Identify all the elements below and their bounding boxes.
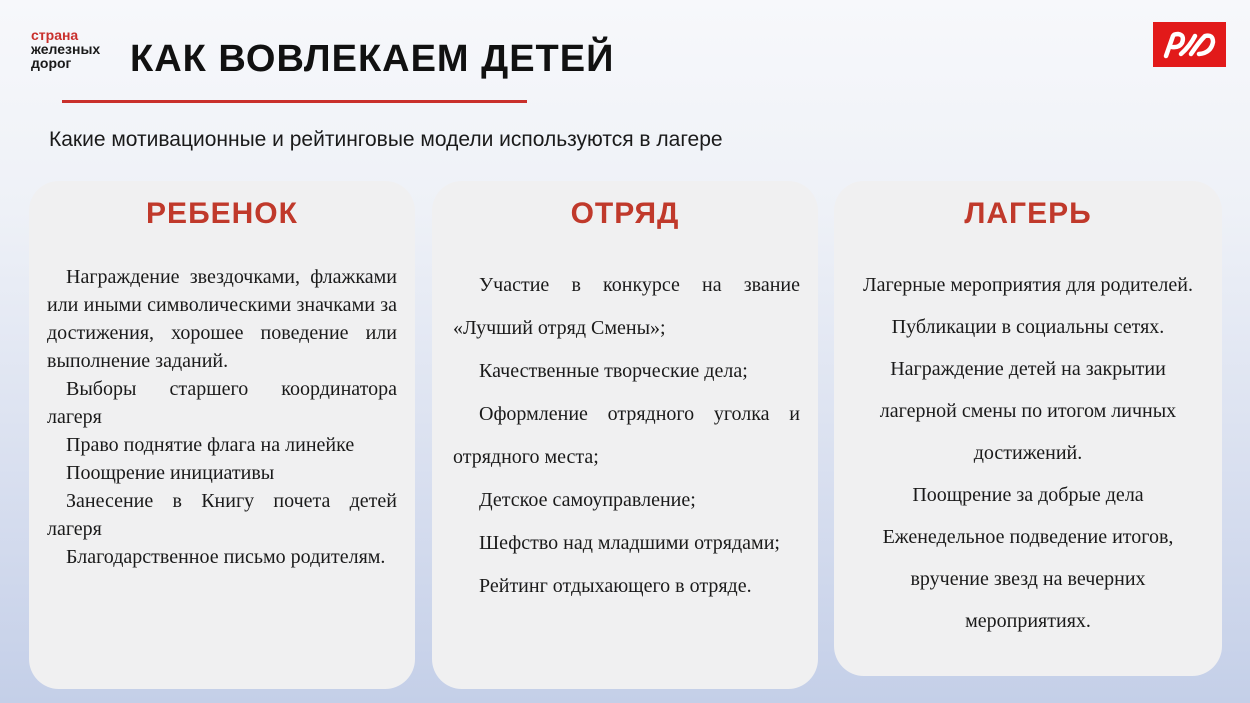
list-item: Поощрение инициативы	[66, 462, 275, 484]
list-item: Еженедельное подведение итогов, вручение звезд на вечерних мероприятиях.	[882, 526, 1174, 632]
list-item: Занесение в Книгу почета детей лагеря	[47, 490, 397, 540]
list-item: Публикации в социальны сетях.	[891, 316, 1165, 338]
list-item: Поощрение за добрые дела	[912, 484, 1144, 506]
list-item: Лагерные мероприятия для родителей.	[863, 274, 1193, 296]
brand-line-3: дорог	[31, 55, 72, 71]
card-child	[29, 181, 415, 689]
card-squad	[432, 181, 818, 689]
list-item: Оформление отрядного уголка и отрядного места;	[453, 403, 800, 468]
list-item: Награждение звездочками, флажками или иными символическими значками за достижения, хорошее поведение или выполнение заданий.	[47, 266, 397, 372]
list-item: Право поднятие флага на линейке	[66, 434, 355, 456]
list-item: Выборы старшего координатора лагеря	[47, 378, 397, 428]
list-item: Участие в конкурсе на звание «Лучший отряд Смены»;	[453, 274, 800, 339]
card-camp-items	[852, 264, 1204, 642]
list-item: Награждение детей на закрытии лагерной смены по итогом личных достижений.	[879, 358, 1177, 464]
list-item: Качественные творческие дела;	[479, 360, 748, 382]
title-underline	[62, 100, 527, 103]
list-item: Детское самоуправление;	[479, 489, 696, 511]
rzd-logo-icon	[1153, 22, 1226, 67]
list-item: Шефство над младшими отрядами;	[479, 532, 780, 554]
card-squad-heading: ОТРЯД	[570, 197, 680, 230]
card-camp-heading: ЛАГЕРЬ	[964, 197, 1092, 230]
list-item: Благодарственное письмо родителям.	[66, 546, 386, 568]
card-squad-items	[453, 264, 800, 608]
card-camp	[834, 181, 1222, 676]
subtitle: Какие мотивационные и рейтинговые модели используются в лагере	[49, 128, 723, 151]
brand-logo-text	[31, 28, 100, 70]
card-child-heading: РЕБЕНОК	[146, 197, 298, 230]
page-title: КАК ВОВЛЕКАЕМ ДЕТЕЙ	[130, 38, 615, 80]
list-item: Рейтинг отдыхающего в отряде.	[479, 575, 752, 597]
rzd-logo-mark	[1160, 29, 1220, 61]
brand-line-2: железных	[31, 41, 101, 57]
brand-line-1: страна	[31, 27, 79, 43]
card-child-items	[47, 263, 397, 571]
